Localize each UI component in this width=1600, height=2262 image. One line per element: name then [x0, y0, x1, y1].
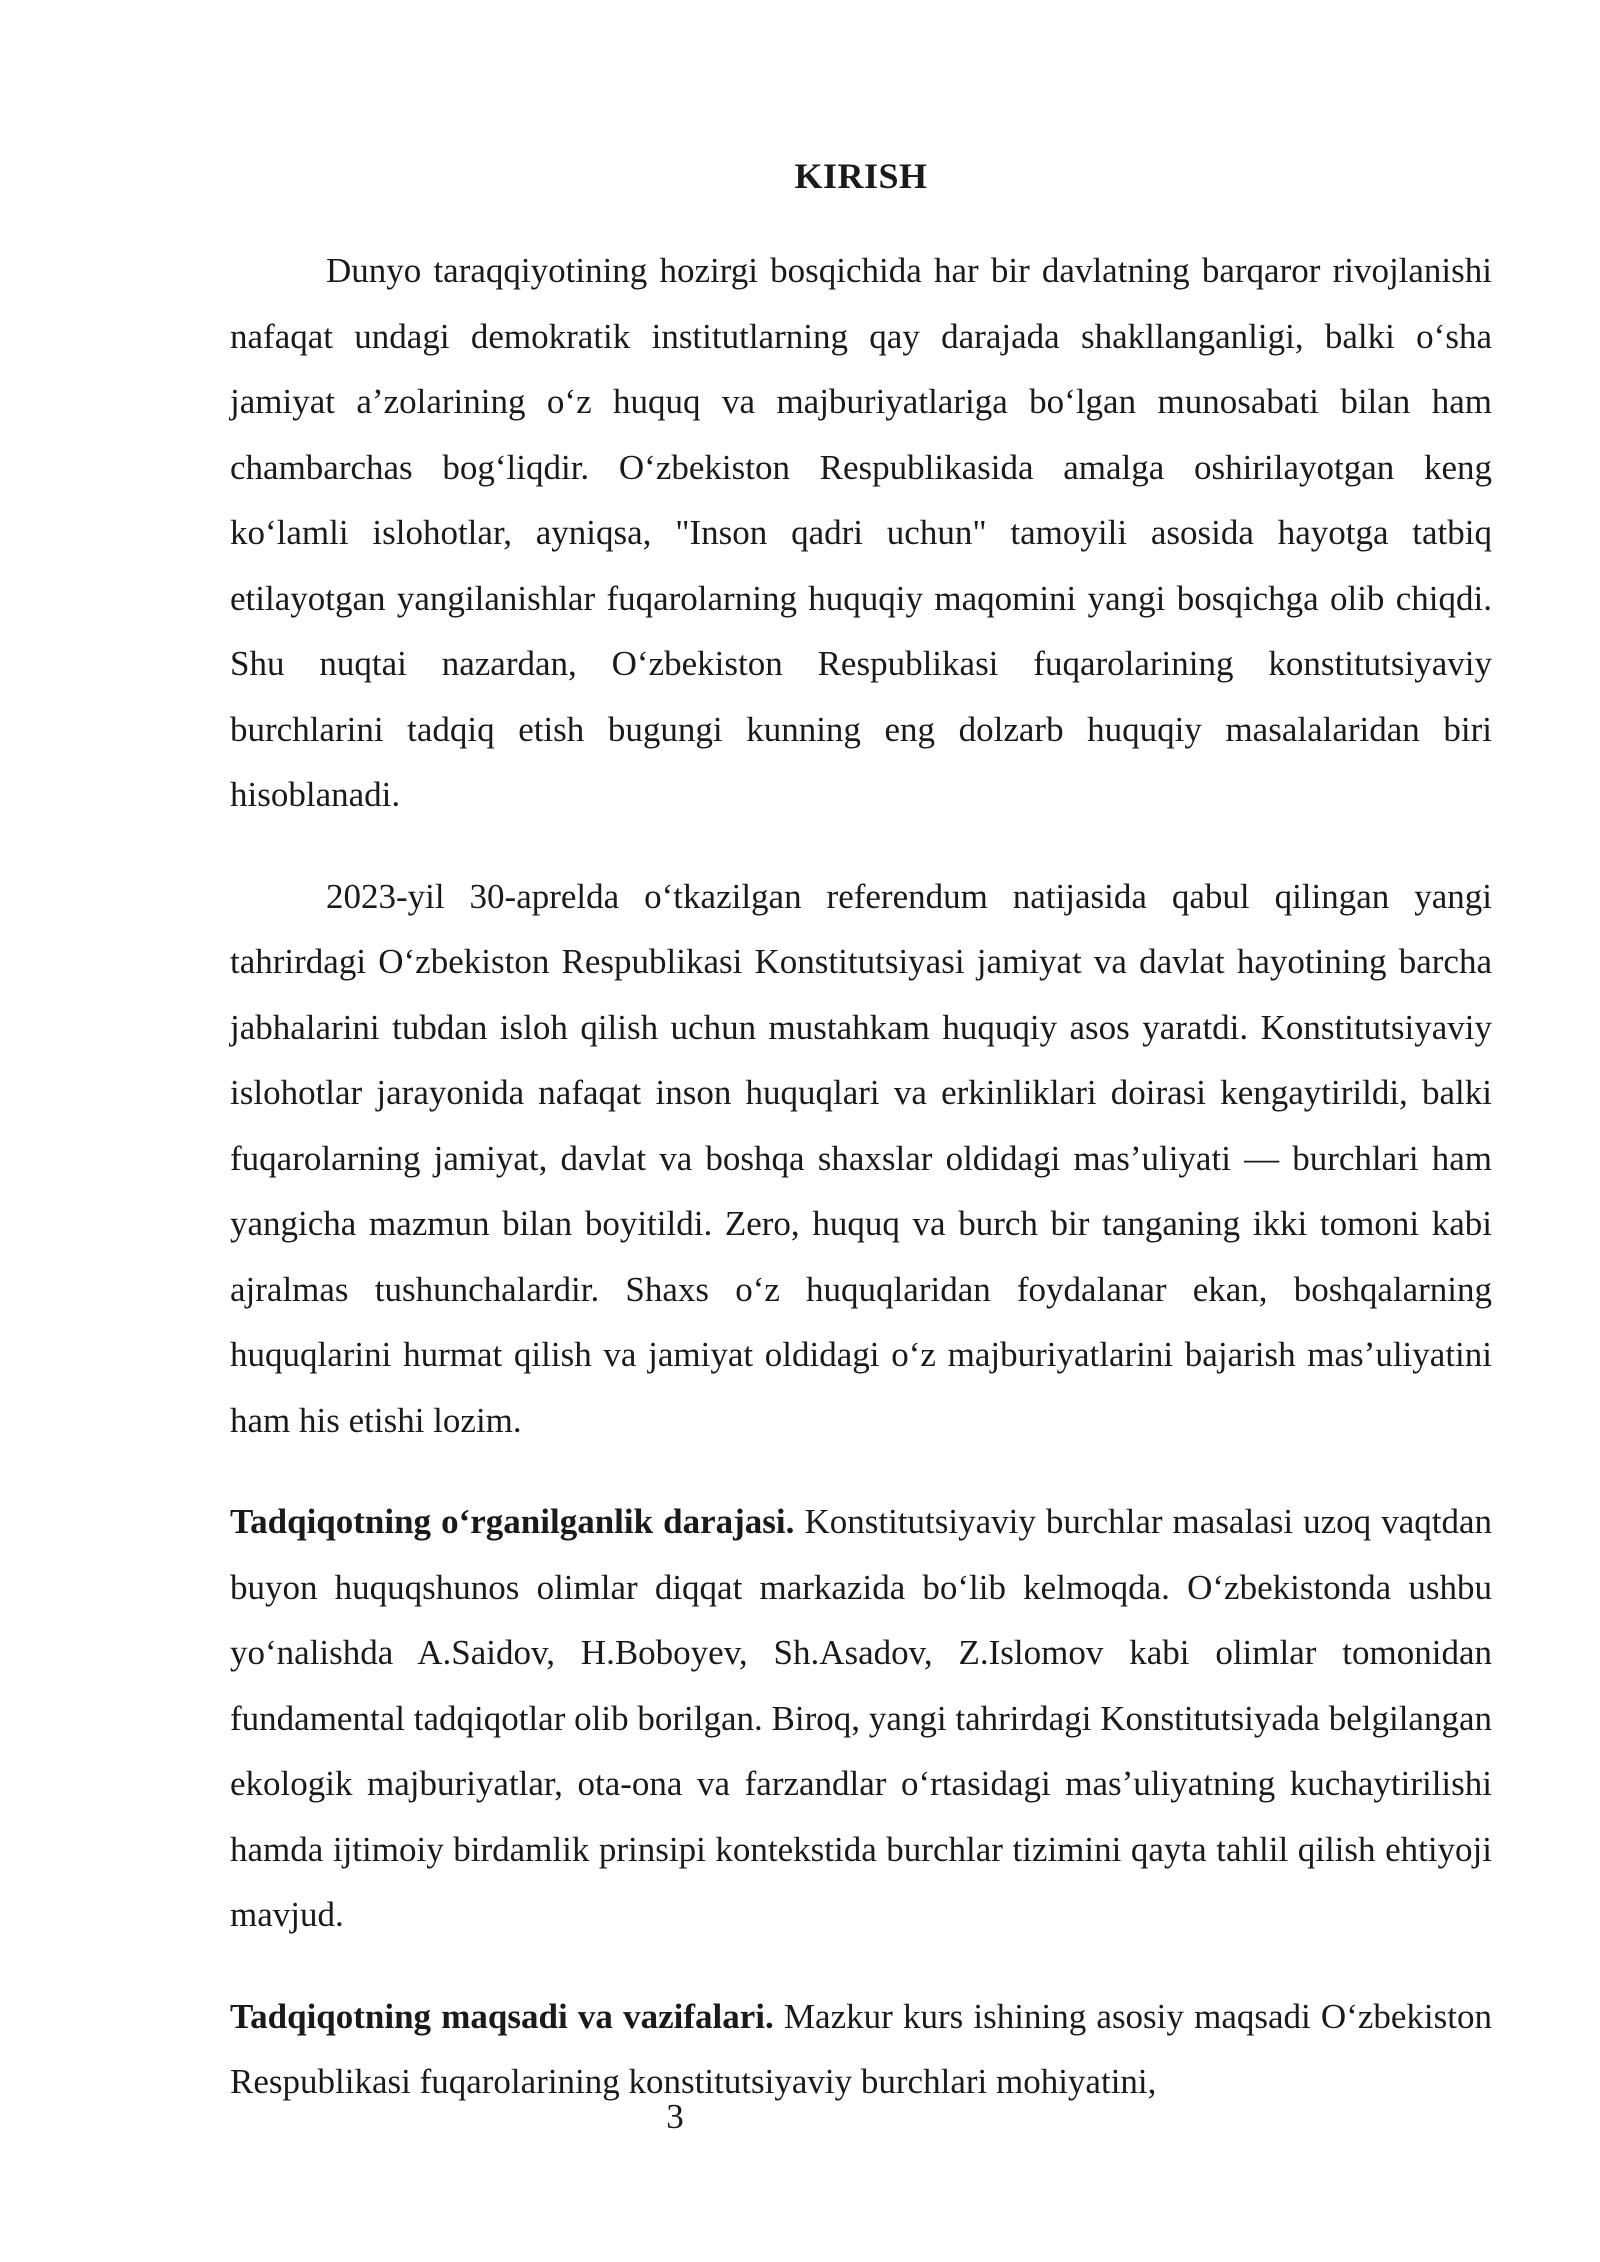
paragraph-3-text: Konstitutsiyaviy burchlar masalasi uzoq vaqtdan buyon huquqshunos olimlar diqqat markazida boʻlib kelmoqda. Oʻzbekistonda ushbu yoʻnalishda A.Saidov, H.Boboyev, Sh.Asadov, Z.Islomov kabi olimlar tomonidan fundamental tadqiqotlar olib borilgan. Biroq, yangi tahrirdagi Konstitutsiyada belgilangan ekologik majburiyatlar, ota-ona va farzandlar oʻrtasidagi masʼuliyatning kuchaytirilishi hamda ijtimoiy birdamlik prinsipi kontekstida burchlar tizimini qayta tahlil qilish ehtiyoji mavjud. [230, 1502, 1492, 1934]
paragraph-2 [230, 864, 1492, 1454]
paragraph-1-text: Dunyo taraqqiyotining hozirgi bosqichida har bir davlatning barqaror rivojlanishi nafaqat undagi demokratik institutlarning qay darajada shakllanganligi, balki oʻsha jamiyat aʼzolarining oʻz huquq va majburiyatlariga boʻlgan munosabati bilan ham chambarchas bogʻliqdir. Oʻzbekiston Respublikasida amalga oshirilayotgan keng koʻlamli islohotlar, ayniqsa, "Inson qadri uchun" tamoyili asosida hayotga tatbiq etilayotgan yangilanishlar fuqarolarning huquqiy maqomini yangi bosqichga olib chiqdi. Shu nuqtai nazardan, Oʻzbekiston Respublikasi fuqarolarining konstitutsiyaviy burchlarini tadqiq etish bugungi kunning eng dolzarb huquqiy masalalaridan biri hisoblanadi. [230, 251, 1492, 814]
paragraph-1 [230, 238, 1492, 828]
page-number: 3 [666, 2097, 684, 2136]
page-content [230, 148, 1492, 2151]
paragraph-4-heading: Tadqiqotning maqsadi va vazifalari. [230, 1996, 774, 2036]
paragraph-3 [230, 1489, 1492, 1948]
paragraph-2-text: 2023-yil 30-aprelda oʻtkazilgan referendum natijasida qabul qilingan yangi tahrirdagi Oʻzbekiston Respublikasi Konstitutsiyasi jamiyat va davlat hayotining barcha jabhalarini tubdan isloh qilish uchun mustahkam huquqiy asos yaratdi. Konstitutsiyaviy islohotlar jarayonida nafaqat inson huquqlari va erkinliklari doirasi kengaytirildi, balki fuqarolarning jamiyat, davlat va boshqa shaxslar oldidagi masʼuliyati — burchlari ham yangicha mazmun bilan boyitildi. Zero, huquq va burch bir tanganing ikki tomoni kabi ajralmas tushunchalardir. Shaxs oʻz huquqlaridan foydalanar ekan, boshqalarning huquqlarini hurmat qilish va jamiyat oldidagi oʻz majburiyatlarini bajarish masʼuliyatini ham his etishi lozim. [230, 876, 1492, 1440]
page-title: KIRISH [794, 156, 928, 196]
paragraph-3-heading: Tadqiqotning oʻrganilganlik darajasi. [230, 1502, 795, 1541]
paragraph-4-text: Mazkur kurs ishining asosiy maqsadi Oʻzbekiston Respublikasi fuqarolarining konstitutsiyaviy burchlari mohiyatini, [230, 1996, 1492, 2101]
